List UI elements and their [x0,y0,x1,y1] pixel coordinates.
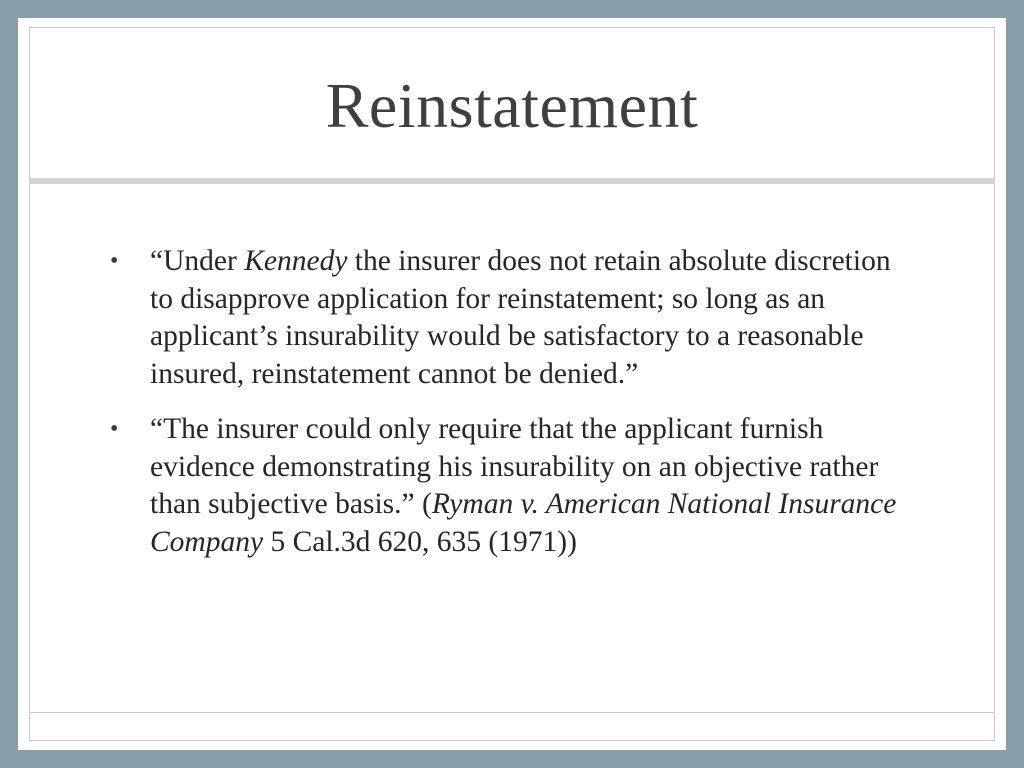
slide-title: Reinstatement [325,70,699,141]
bullet-text-segment: “Under [150,245,245,277]
bullet-text-segment: the insurer does not retain absolute discretion to disapprove application for reinstatement; so long as an applicant’s insurability would be satisfactory to a reasonable insured, reinstatement cannot be denied.” [150,245,891,390]
footer-divider [29,712,995,713]
title-divider [29,178,995,184]
bullet-item-kennedy [110,243,910,393]
bullet-text-segment: “The insurer could only require that the applicant furnish evidence demonstrating his insurability on an objective rather than subjective basis.” ( [150,413,879,520]
bullet-icon: • [110,416,119,442]
bullet-item-ryman [110,411,910,561]
case-name-kennedy: Kennedy [244,245,348,277]
bullet-text [150,413,896,558]
bullet-text [150,245,891,390]
bullet-list [110,243,910,579]
slide [18,18,1006,750]
bullet-text-segment: 5 Cal.3d 620, 635 (1971)) [263,525,577,558]
case-name-ryman: Ryman v. American National Insurance Company [150,488,897,558]
bullet-icon: • [110,248,119,274]
